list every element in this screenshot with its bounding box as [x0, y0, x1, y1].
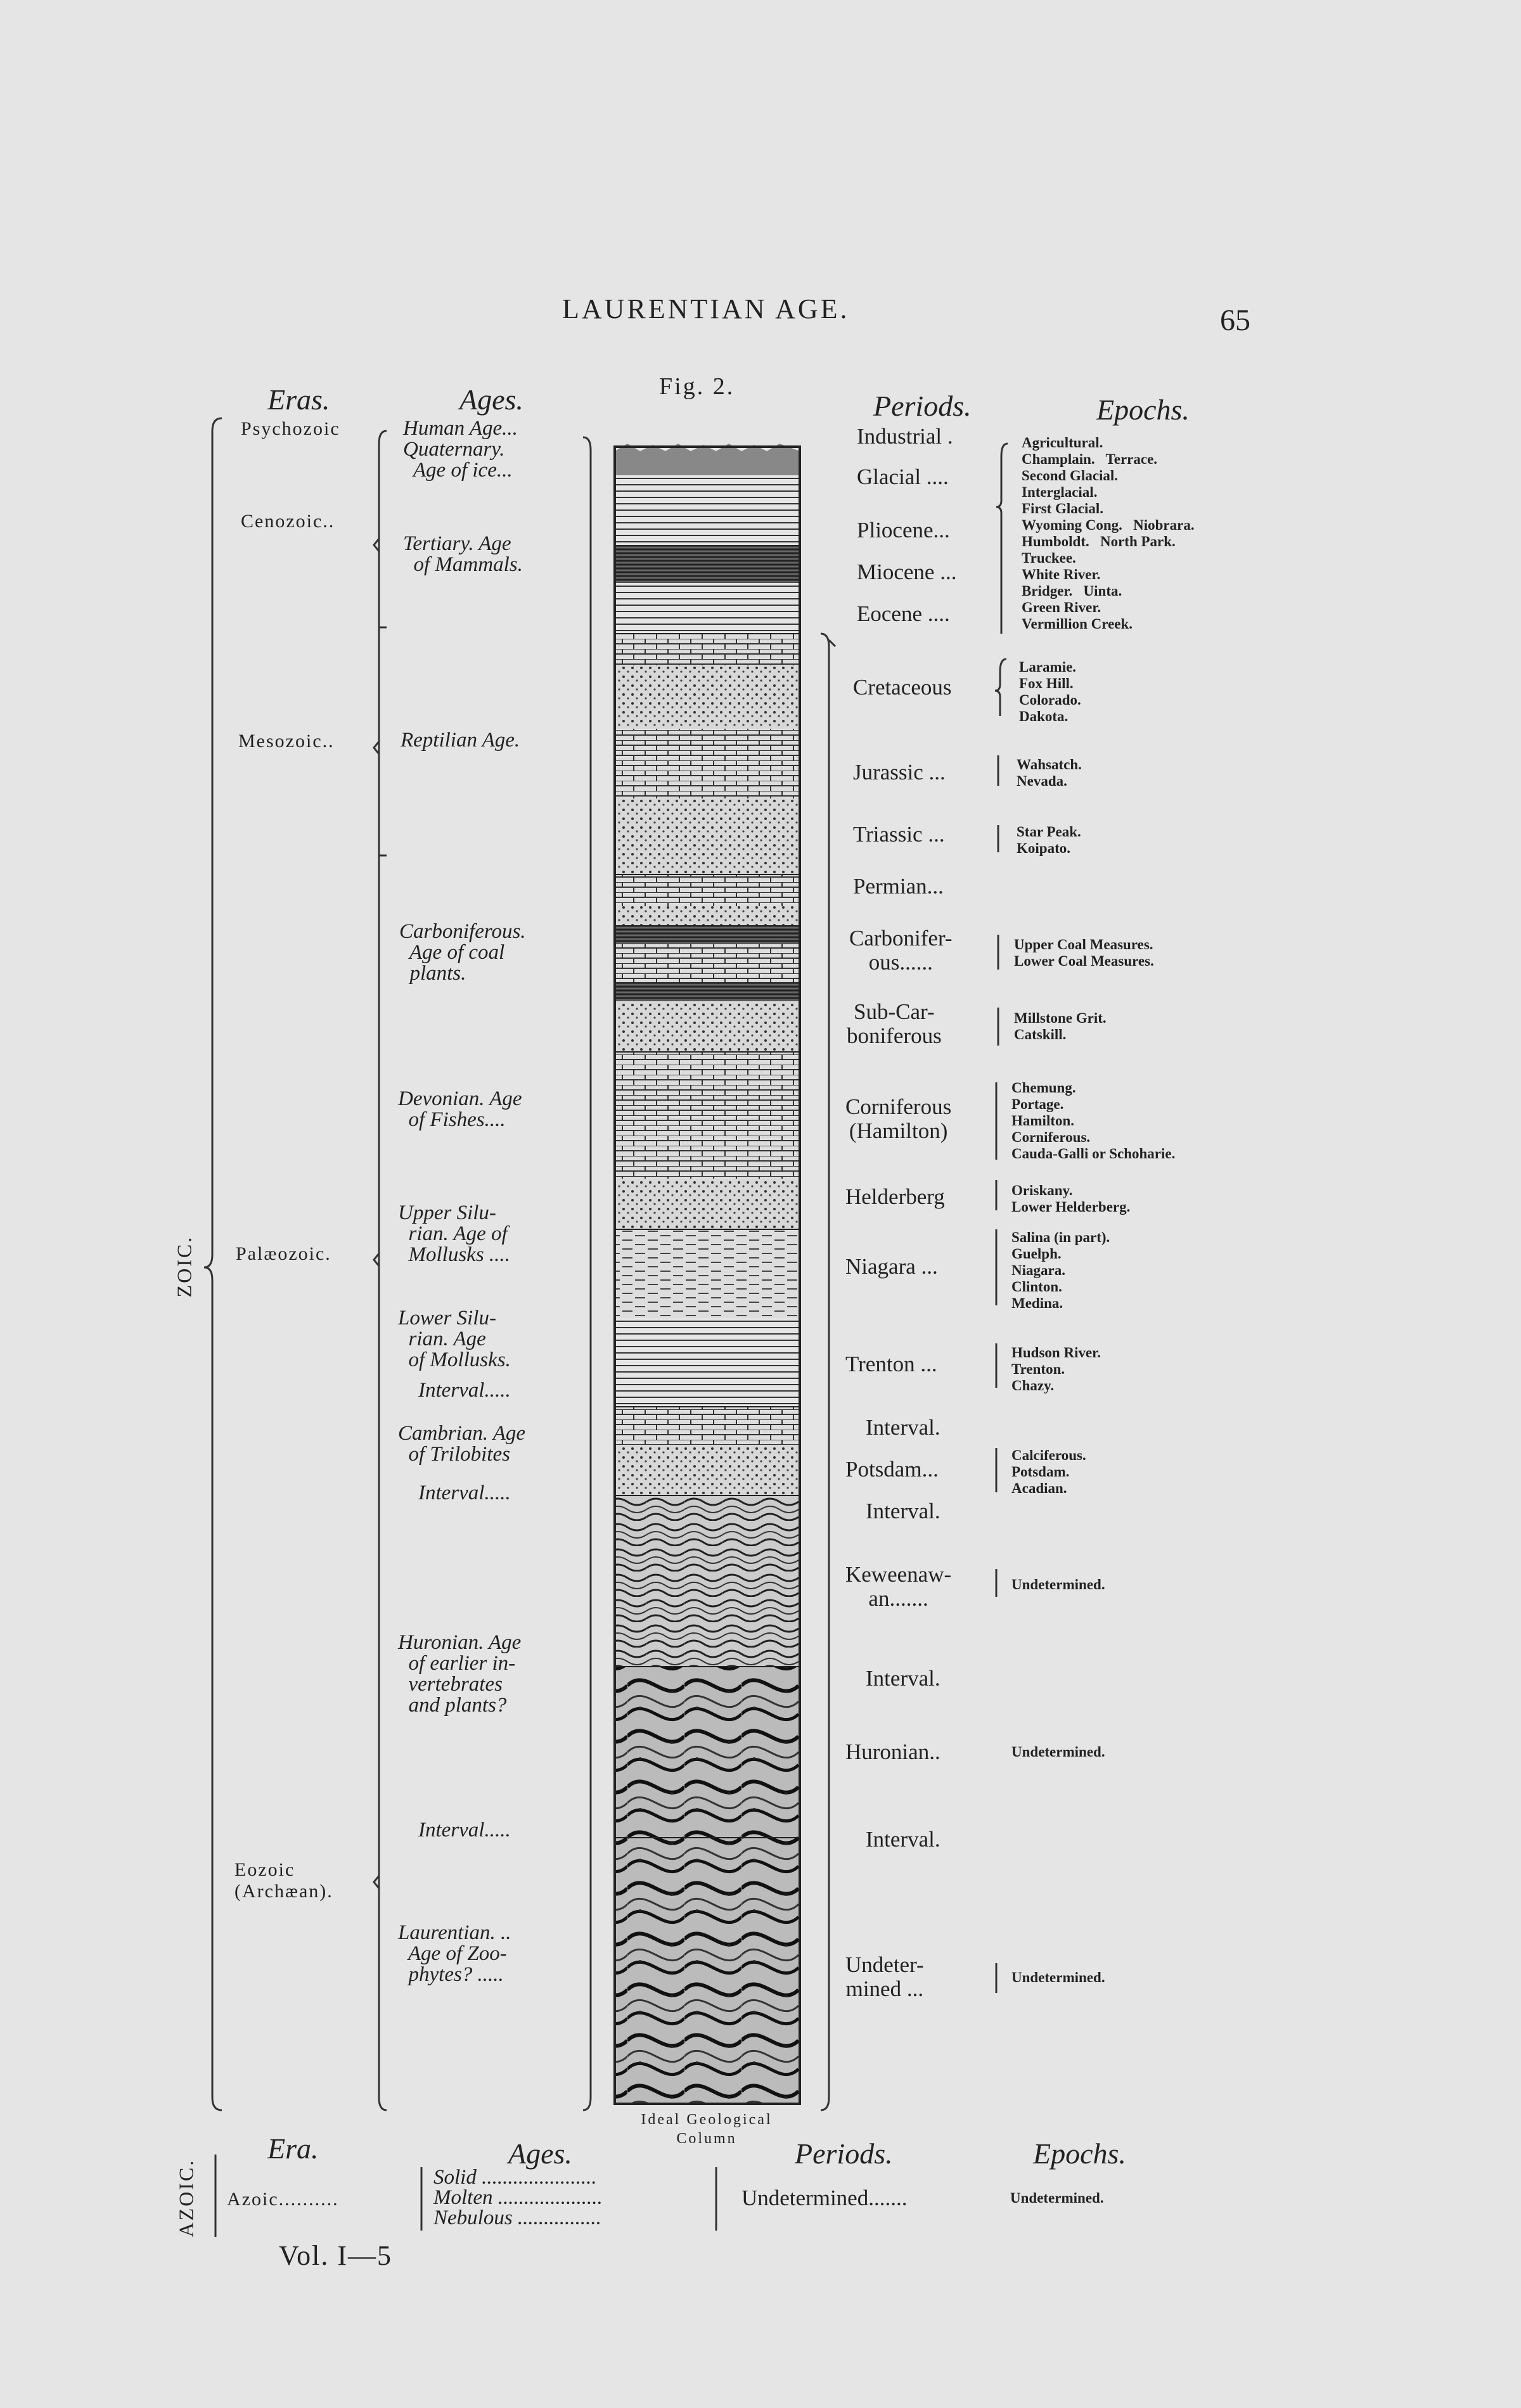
- caption-line-1: Ideal Geological: [641, 2111, 773, 2128]
- period-glacial: Glacial ....: [857, 464, 949, 489]
- period-interval-4: Interval.: [866, 1827, 940, 1852]
- page-number: 65: [1220, 304, 1250, 337]
- epochs-devonian: Chemung. Portage. Hamilton. Corniferous. Cauda-Galli or Schoharie.: [1011, 1080, 1176, 1162]
- period-sub-carboniferous: Sub-Car- boniferous: [847, 999, 942, 1048]
- figure-caption: [608, 2110, 805, 2148]
- period-carboniferous: Carbonifer- ous......: [849, 926, 953, 975]
- era-palaeozoic: Palæozoic.: [236, 1243, 331, 1264]
- age-laurentian: Laurentian. .. Age of Zoo- phytes? .....: [398, 1921, 511, 1986]
- epochs-cretaceous: Laramie. Fox Hill. Colorado. Dakota.: [1019, 659, 1081, 724]
- age-cambrian: Cambrian. Age of Trilobites: [398, 1422, 526, 1466]
- azoic-age-molten: Molten ....................: [433, 2186, 603, 2209]
- period-keweenawan: Keweenaw- an.......: [845, 1562, 952, 1611]
- period-undetermined: Undeter- mined ...: [845, 1952, 924, 2001]
- azoic-heading-periods: Periods.: [795, 2137, 893, 2170]
- epochs-carboniferous: Upper Coal Measures. Lower Coal Measures.: [1014, 937, 1154, 969]
- caption-line-2: Column: [676, 2130, 737, 2147]
- heading-epochs: Epochs.: [1096, 394, 1190, 426]
- epochs-triassic: Star Peak. Koipato.: [1017, 824, 1081, 856]
- column-strata: [615, 444, 800, 2104]
- epochs-glacial-tertiary: Agricultural. Champlain. Terrace. Second Glacial. Interglacial. First Glacial.: [1022, 435, 1158, 516]
- azoic-period: Undetermined.......: [741, 2186, 908, 2210]
- epochs-tertiary: Wyoming Cong. Niobrara. Humboldt. North Park. Truckee. White River. Bridger. Uinta. Green River. Vermillion Creek.: [1022, 517, 1195, 632]
- era-mesozoic: Mesozoic..: [238, 731, 335, 752]
- azoic-heading-epochs: Epochs.: [1033, 2137, 1126, 2170]
- epochs-huronian: Undetermined.: [1011, 1744, 1105, 1760]
- age-interval-3: Interval.....: [418, 1819, 511, 1841]
- zoic-label: ZOIC.: [172, 1235, 196, 1298]
- age-human-quaternary: Human Age... Quaternary. Age of ice...: [403, 417, 518, 482]
- epochs-laurentian: Undetermined.: [1011, 1969, 1105, 1985]
- period-cretaceous: Cretaceous: [853, 675, 952, 700]
- epochs-jurassic: Wahsatch. Nevada.: [1017, 757, 1082, 789]
- epochs-sub-carboniferous: Millstone Grit. Catskill.: [1014, 1010, 1107, 1042]
- period-potsdam: Potsdam...: [845, 1457, 939, 1482]
- era-cenozoic: Cenozoic..: [241, 511, 335, 532]
- azoic-epoch: Undetermined.: [1010, 2190, 1104, 2206]
- period-interval-2: Interval.: [866, 1499, 940, 1523]
- period-corniferous: Corniferous (Hamilton): [845, 1094, 952, 1143]
- figure-label: Fig. 2.: [659, 373, 735, 400]
- heading-eras: Eras.: [267, 383, 330, 416]
- period-trenton: Trenton ...: [845, 1352, 937, 1376]
- volume-signature: Vol. I—5: [279, 2240, 392, 2271]
- period-industrial: Industrial .: [857, 424, 953, 449]
- period-jurassic: Jurassic ...: [853, 760, 946, 785]
- period-helderberg: Helderberg: [845, 1184, 945, 1209]
- period-huronian: Huronian..: [845, 1739, 940, 1764]
- heading-ages: Ages.: [459, 383, 523, 416]
- age-interval-1: Interval.....: [418, 1379, 511, 1402]
- epochs-helderberg: Oriskany. Lower Helderberg.: [1011, 1182, 1131, 1215]
- period-interval-1: Interval.: [866, 1415, 940, 1440]
- running-title: LAURENTIAN AGE.: [562, 293, 850, 324]
- era-psychozoic: Psychozoic: [241, 418, 340, 439]
- azoic-age-nebulous: Nebulous ................: [433, 2206, 601, 2229]
- era-eozoic: Eozoic (Archæan).: [234, 1859, 333, 1902]
- age-huronian: Huronian. Age of earlier in- vertebrates and plants?: [398, 1631, 522, 1717]
- period-pliocene: Pliocene...: [857, 518, 950, 542]
- azoic-age-solid: Solid ......................: [433, 2166, 597, 2189]
- heading-periods: Periods.: [873, 390, 972, 422]
- age-reptilian: Reptilian Age.: [401, 729, 520, 752]
- azoic-heading-era: Era.: [267, 2132, 319, 2165]
- epochs-trenton: Hudson River. Trenton. Chazy.: [1011, 1345, 1101, 1393]
- period-permian: Permian...: [853, 874, 944, 899]
- age-upper-silurian: Upper Silu- rian. Age of Mollusks ....: [398, 1201, 510, 1266]
- period-niagara: Niagara ...: [845, 1254, 938, 1279]
- azoic-era: Azoic..........: [227, 2189, 339, 2210]
- epochs-niagara: Salina (in part). Guelph. Niagara. Clinton. Medina.: [1011, 1229, 1110, 1311]
- period-triassic: Triassic ...: [853, 822, 945, 847]
- epochs-keweenawan: Undetermined.: [1011, 1577, 1105, 1592]
- age-tertiary: Tertiary. Age of Mammals.: [403, 532, 523, 576]
- azoic-label: AZOIC.: [174, 2158, 198, 2238]
- period-miocene: Miocene ...: [857, 560, 957, 584]
- period-interval-3: Interval.: [866, 1666, 940, 1691]
- azoic-heading-ages: Ages.: [508, 2137, 572, 2170]
- age-lower-silurian: Lower Silu- rian. Age of Mollusks.: [398, 1307, 511, 1371]
- age-devonian: Devonian. Age of Fishes....: [398, 1087, 522, 1131]
- epochs-potsdam: Calciferous. Potsdam. Acadian.: [1011, 1447, 1086, 1496]
- period-eocene: Eocene ....: [857, 601, 950, 626]
- age-carboniferous: Carboniferous. Age of coal plants.: [399, 920, 526, 985]
- age-interval-2: Interval.....: [418, 1482, 511, 1504]
